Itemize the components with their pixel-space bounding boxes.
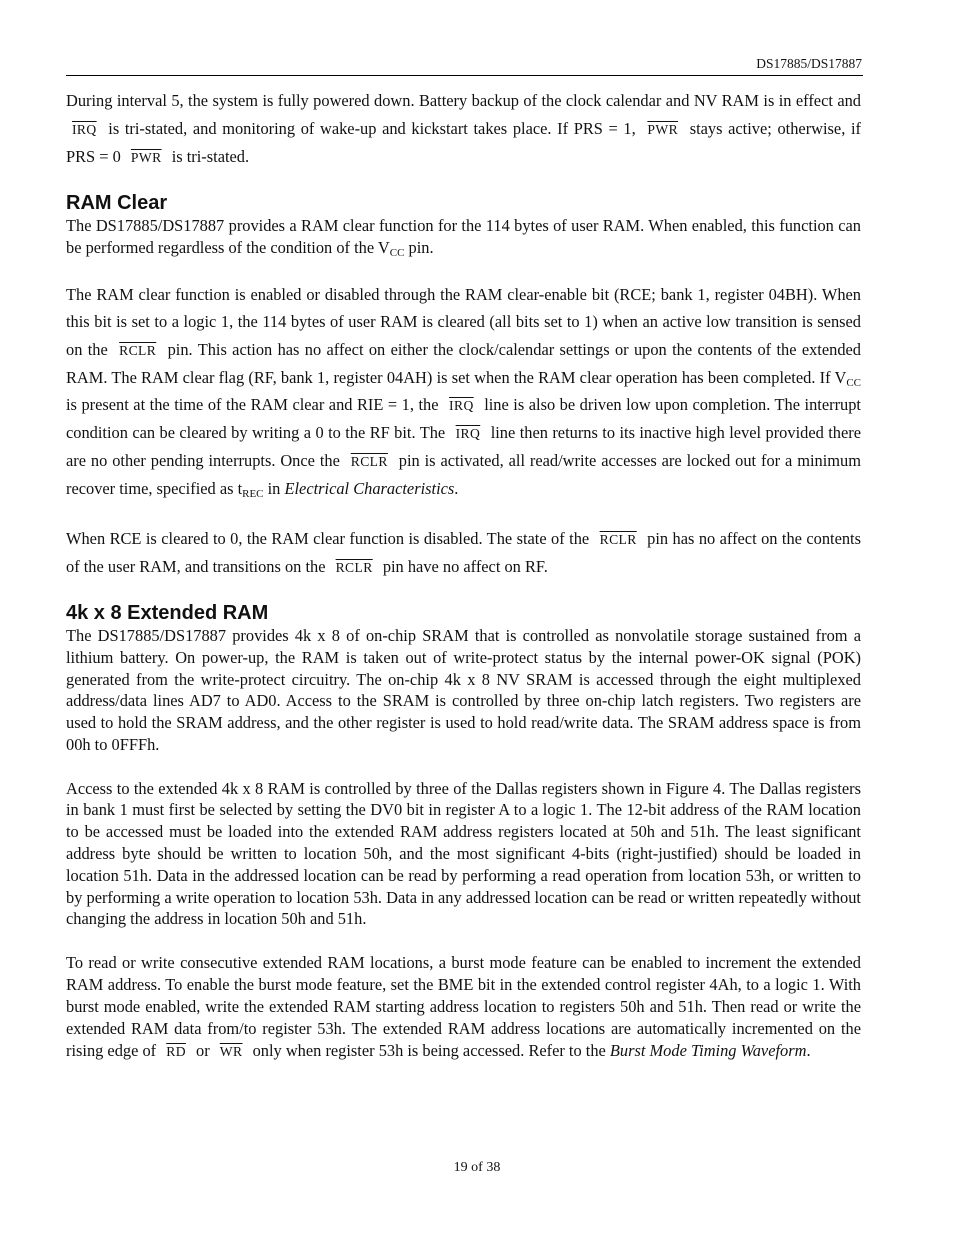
signal-irq: $\overline{IRQ}$: [72, 121, 97, 137]
signal-rclr: RCLR: [350, 454, 388, 470]
document-id: DS17885/DS17887: [756, 56, 862, 71]
signal-irq: $\overline{IRQ}$: [455, 426, 481, 442]
extended-ram-paragraph-3: To read or write consecutive extended RAM locations, a burst mode feature can be enabled to increment the extended RAM address. To enable the burst mode feature, set the BME bit in the extended control register 4Ah, to a logic 1. With burst mode enabled, write the extended RAM starting address location to registers 50h and 51h. Then read or write the extended RAM data from/to register 53h. The extended RAM address locations are automatically incremented on the rising edge of $\overline{RD}$ or $\overline{WR}$ only when register 53h is being accessed. Refer to the Burst Mode Timing Waveform.: [66, 952, 861, 1065]
page-number: 19 of 38: [453, 1160, 501, 1175]
signal-irq: $\overline{IRQ}$: [449, 398, 474, 414]
signal-rclr: RCLR: [335, 559, 373, 575]
ram-clear-paragraph-2: The RAM clear function is enabled or disabled through the RAM clear-enable bit (RCE; bank 1, register 04BH). When this bit is set to a logic 1, the 114 bytes of user RAM is cleared (all bits set to 1) when an active low transition is sensed on the RCLR pin. This action has no affect on either the clock/calendar settings or upon the contents of the extended RAM. The RAM clear flag (RF, bank 1, register 04AH) is set when the RAM clear operation has been completed. If $V_{CC}$ is present at the time of the RAM clear and RIE = 1, the $\overline{IRQ}$ line is also be driven low upon completion. The interrupt condition can be cleared by writing a 0 to the RF bit. The $\overline{IRQ}$ line then returns to its inactive high level provided there are no other pending interrupts. Once the RCLR pin is activated, all read/write accesses are locked out for a minimum recover time, specified as $t_{REC}$ in Electrical Characteristics.: [66, 284, 861, 501]
page-body: [66, 87, 861, 1065]
ram-clear-heading: RAM Clear: [66, 191, 168, 214]
signal-rclr: RCLR: [119, 342, 157, 358]
intro-paragraph: During interval 5, the system is fully powered down. Battery backup of the clock calendar and NV RAM is in effect and $\overline{IRQ}$ is tri-stated, and monitoring of wake-up and kickstart takes place. If PRS = 1, $\overline{PWR}$ stays active; otherwise, if PRS = 0 $\overline{PWR}$ is tri-stated.: [66, 87, 861, 171]
signal-rclr: RCLR: [599, 531, 637, 547]
signal-pwr: $\overline{PWR}$: [130, 149, 162, 165]
ram-clear-paragraph-3: When RCE is cleared to 0, the RAM clear function is disabled. The state of the RCLR pin has no affect on the contents of the user RAM, and transitions on the RCLR pin have no affect on RF.: [66, 525, 861, 581]
ram-clear-paragraph-1: The DS17885/DS17887 provides a RAM clear function for the 114 bytes of user RAM. When enabled, this function can be performed regardless of the condition of the $V_{CC}$ pin.: [66, 215, 861, 259]
signal-rd: $\overline{RD}$: [166, 1044, 186, 1060]
extended-ram-paragraph-1: The DS17885/DS17887 provides 4k x 8 of on-chip SRAM that is controlled as nonvolatile storage sustained from a lithium battery. On power-up, the RAM is taken out of write-protect status by the internal power-OK signal (POK) generated from the write-protect circuitry. The on-chip 4k x 8 NV SRAM is accessed through the eight multiplexed address/data lines AD7 to AD0. Access to the SRAM is controlled by three on-chip latch registers. Two registers are used to hold the SRAM address, and the other register is used to hold read/write data. The SRAM address space is from 00h to 0FFFh.: [66, 625, 861, 754]
extended-ram-heading: 4k x 8 Extended RAM: [66, 601, 269, 624]
header-divider: [66, 75, 863, 76]
extended-ram-paragraph-2: Access to the extended 4k x 8 RAM is controlled by three of the Dallas registers shown in Figure 4. The Dallas registers in bank 1 must first be selected by setting the DV0 bit in register A to a logic 1. The 12-bit address of the RAM location to be accessed must be loaded into the extended RAM address registers located at 50h and 51h. The least significant address byte should be written to location 50h, and the most significant 4-bits (right-justified) should be loaded in location 51h. Data in the addressed location can be read by performing a read operation from location 53h, or written to by performing a write operation to location 53h. Data in any addressed location can be read or written repeatedly without changing the address in location 50h and 51h.: [66, 778, 861, 929]
signal-pwr: $\overline{PWR}$: [647, 121, 679, 137]
signal-wr: $\overline{WR}$: [219, 1044, 243, 1060]
